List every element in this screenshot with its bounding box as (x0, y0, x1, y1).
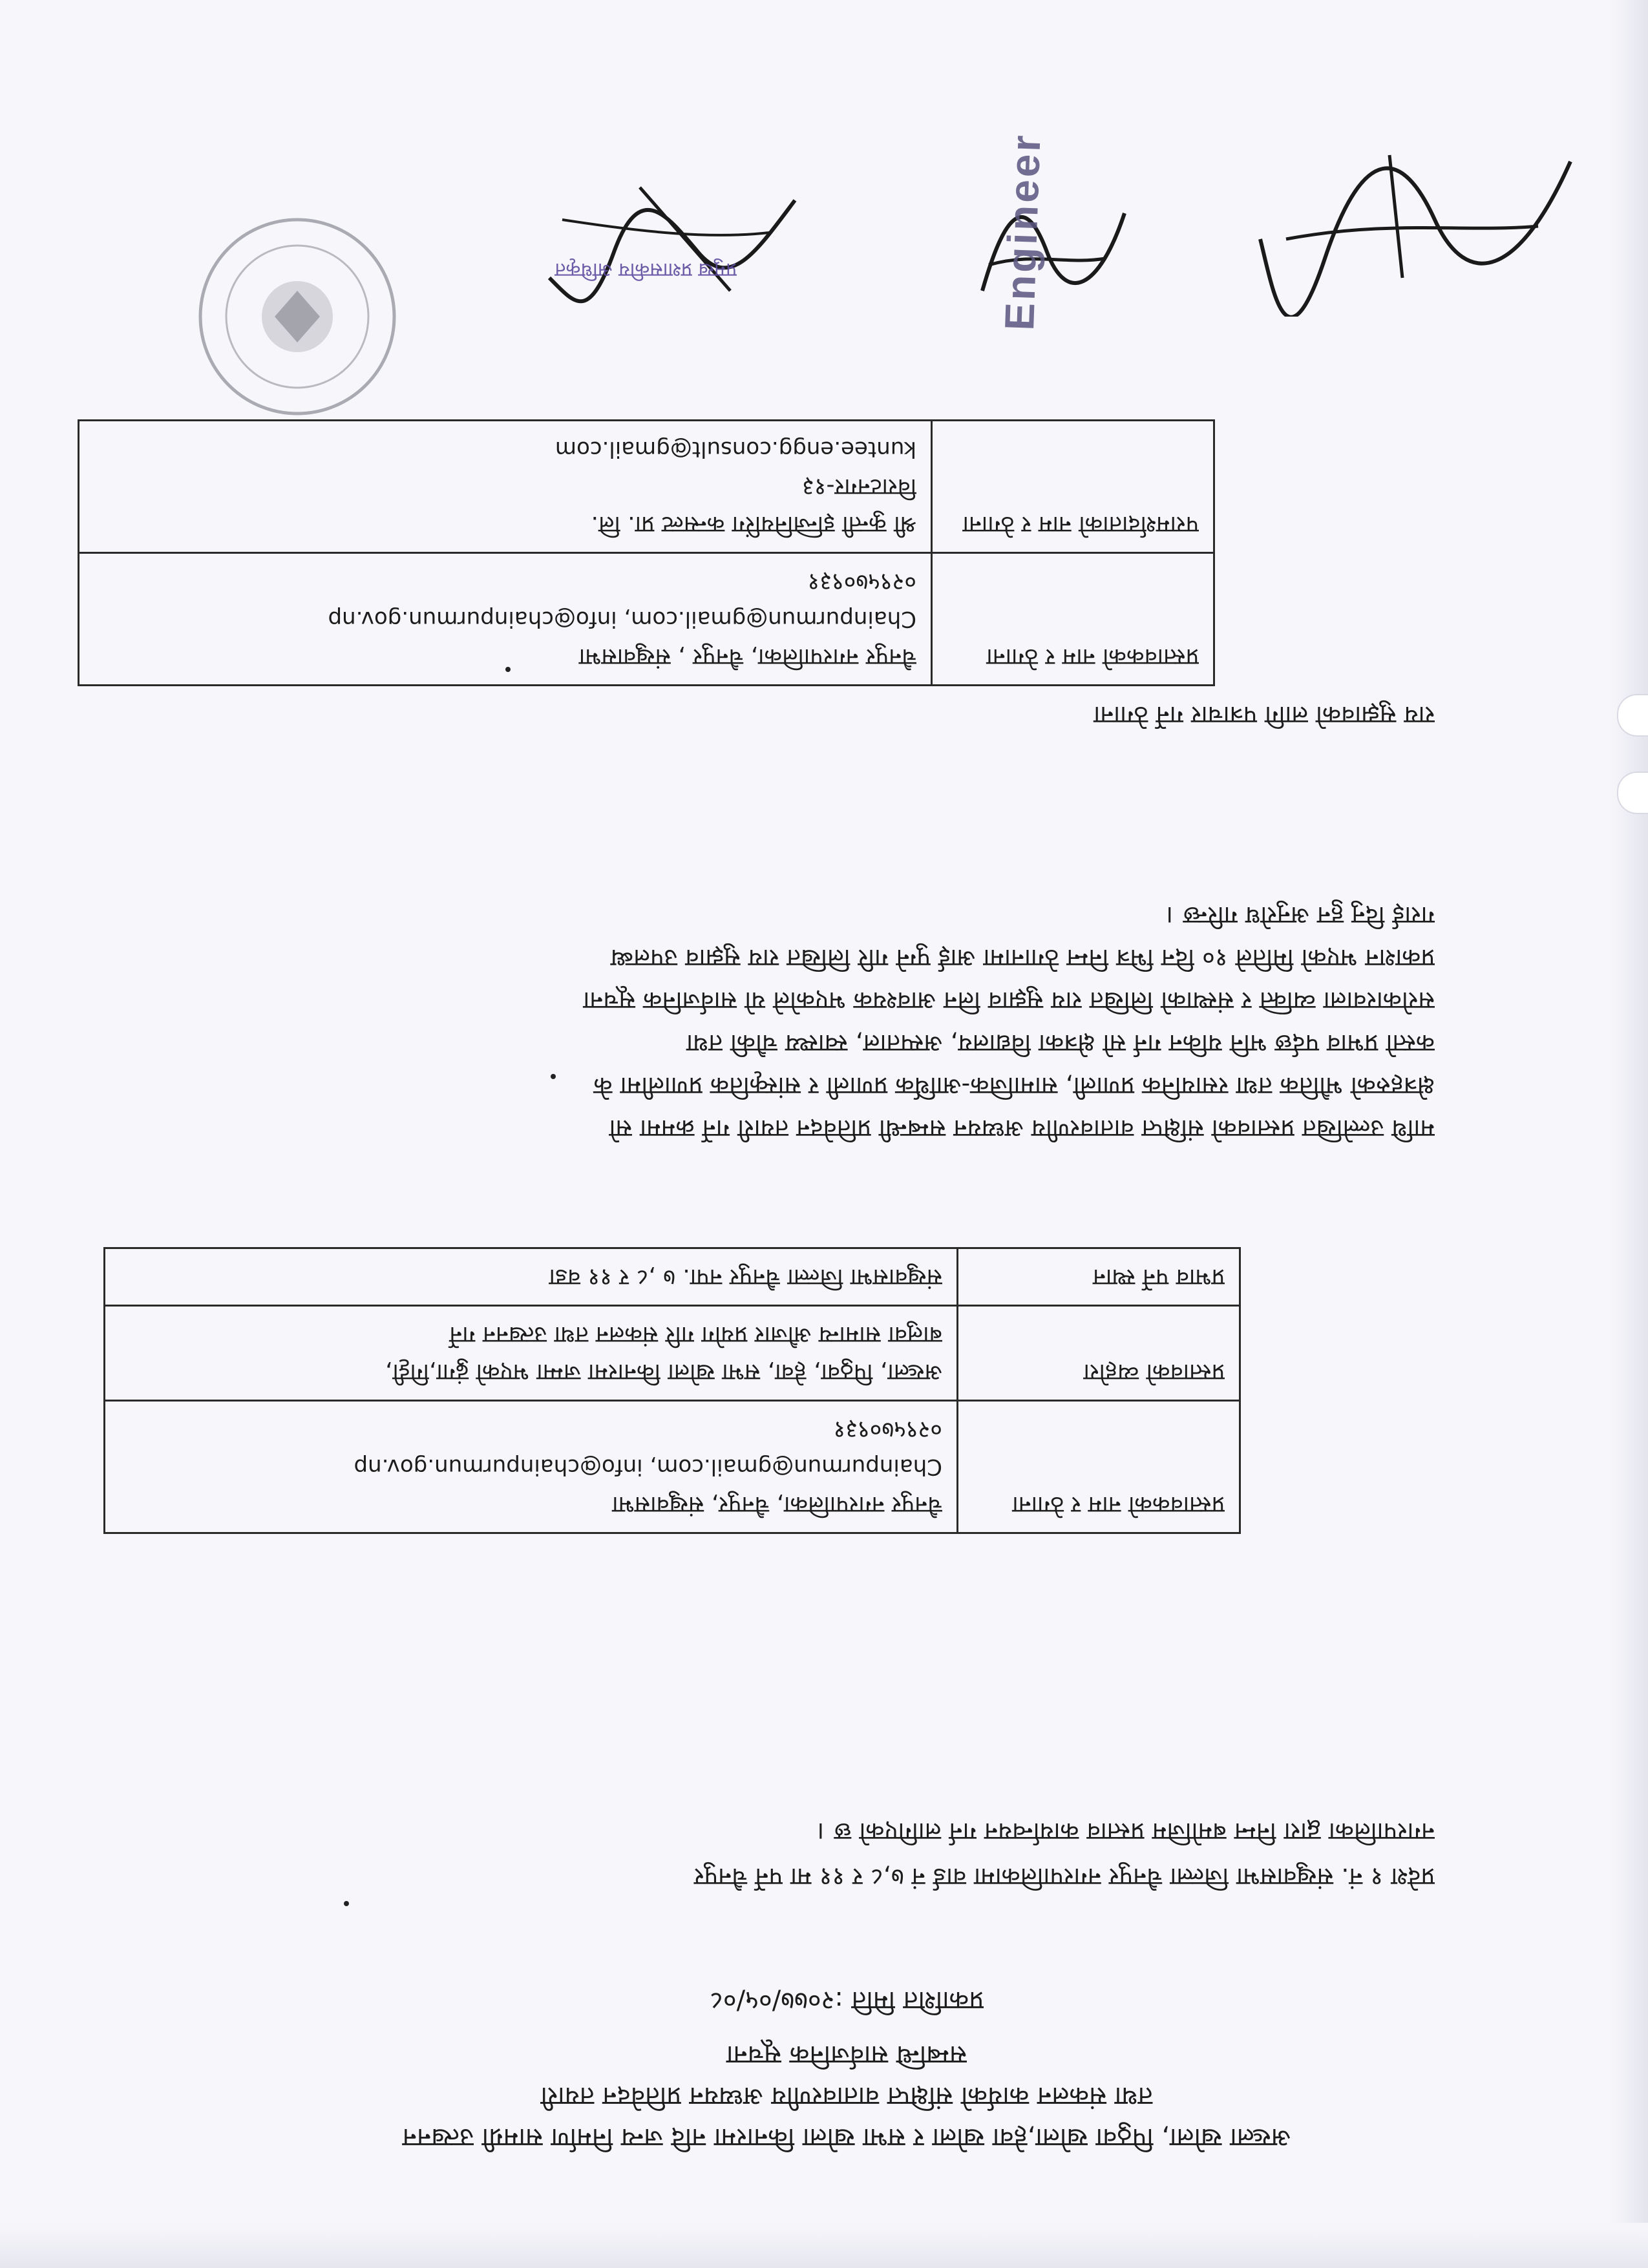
table-row (105, 1306, 1240, 1401)
signature-middle (963, 181, 1144, 330)
title-line: अख्ला खोला, पिठुवा खोला,हेवा खोला र सभा खोला किनारमा नदि जन्य निर्माण सामग्री उत्खनन (402, 2123, 1291, 2152)
value-line: बालुवा सामान्य औजार प्रयोग गरि संकलन तथा उत्खनन गर्ने (449, 1321, 942, 1348)
paragraph-line: क्षेत्रहरुको भौतिक तथा रसायनिक प्रणाली, सामाजिक-आर्थिक प्रणाली र सांस्कृतिक प्रणालीमा के (593, 1072, 1435, 1100)
proponent-value (105, 1401, 958, 1533)
proponent-label: प्रस्तावकको नाम र ठेगाना (932, 553, 1214, 686)
consultant-label: परामर्शदाताको नाम र ठेगाना (932, 421, 1214, 553)
intro-line: प्रदेश १ नं. संखुवासभा जिल्ला चैनपुर नगरपालिकामा वार्ड नं ७,८ र ११ मा पर्ने चैनपुर (693, 1863, 1435, 1891)
phone-line: ०२९५७०९३१ (807, 569, 916, 595)
address-intro: राय सुझावको लागि पत्राचार गर्ने ठेगाना (1093, 701, 1435, 730)
value-line: चैनपुर नगरपालिका, चैनपुर, संखुवासभा (612, 1491, 942, 1518)
ink-dot (344, 1901, 349, 1906)
publish-date: प्रकाशित मिति :२०७७/०५/०८ (710, 1986, 984, 2015)
email-line: Chainpurmun@gmail.com, info@chainpurmun.gov.np (354, 1454, 942, 1480)
paragraph-line: प्रकाशन भएको मितिले १० दिन भित्र निम्न ठेगानामा आई पुग्ने गरि लिखित राय सुझाव उपलब्ध (610, 944, 1435, 972)
signature-left (536, 162, 808, 330)
value-line: चैनपुर नगरपालिका, चैनपुर , संखुवासभा (578, 644, 916, 670)
paragraph-line: सरोकारवाला व्यक्ति र संस्थाको लिखित राय सुझाव लिन आवश्यक भएकोले यो सार्वजनिक सूचना (583, 987, 1435, 1015)
ink-dot (505, 667, 511, 672)
email-line: kuntee.engg.consult@gmail.com (555, 436, 916, 462)
notice-title (259, 1980, 1435, 2158)
proponent-label: प्रस्तावकको नाम र ठेगाना (958, 1401, 1240, 1533)
affected-area-label: प्रभाव पर्ने स्थान (958, 1248, 1240, 1306)
ink-dot (551, 1074, 556, 1079)
signature-right (1247, 123, 1596, 317)
phone-line: ०२९५७०९३१ (833, 1416, 942, 1443)
engineer-stamp: Engineer (995, 132, 1050, 331)
proposal-label: प्रस्तावको व्यहोरा (958, 1306, 1240, 1401)
table-row (79, 553, 1214, 686)
proponent-value (79, 553, 932, 686)
table-row (105, 1248, 1240, 1306)
page-edge-shadow-top (0, 2223, 1648, 2268)
municipality-seal (162, 194, 433, 439)
address-table (78, 419, 1215, 686)
affected-area-value (105, 1248, 958, 1306)
table-row (105, 1401, 1240, 1533)
proposal-table (103, 1247, 1241, 1534)
designation-stamp: प्रमुख प्रशासकीय अधिकृत (555, 258, 737, 281)
value-line: श्री कुन्ती इन्जिनियरिंग कन्सल्ट प्रा. लि. (591, 511, 916, 538)
page-edge-shadow (1609, 0, 1648, 2268)
paragraph-line: गराई दिनु हुन अनुरोध गरिन्छ । (1166, 901, 1435, 930)
email-line: Chainpurmun@gmail.com, info@chainpurmun.gov.np (328, 606, 916, 632)
value-line: विराटनगर-१३ (802, 474, 916, 500)
paragraph-line: माथि उल्लेखित प्रस्तावको संक्षिप्त वातावरणीय अध्ययन सम्बन्धी प्रतिवेदन तयारी गर्ने क्रममा सो (609, 1115, 1435, 1143)
table-row (79, 421, 1214, 553)
value-line: अख्ला, पिठुवा, हेवा, सभा खोला किनारमा जम्मा भएको ढुंगा,गिट्टी, (385, 1359, 942, 1385)
request-paragraph (259, 894, 1435, 1150)
intro-paragraph (259, 1809, 1435, 1900)
value-line: संखुवासभा जिल्ला चैनपुर नपा. ७ ,८ र ११ वडा (549, 1264, 942, 1290)
proposal-value (105, 1306, 958, 1401)
intro-line: नगरपालिका द्वारा निम्न बमोजिम प्रस्ताव कार्यान्वयन गर्न लागिएको छ । (817, 1818, 1435, 1846)
title-line: तथा संकलन कार्यको संक्षिप्त वातावरणीय अध्ययन प्रतिवेदन तयारी (540, 2081, 1153, 2111)
title-line: सम्बन्धि सार्वजनिक सूचना (726, 2040, 967, 2070)
consultant-value (79, 421, 932, 553)
paragraph-line: कस्तो प्रभाव पर्दछ भनि यकिन गर्न सो क्षेत्रका विद्यालय, अस्पताल, स्वास्थ्य चौकी तथा (686, 1029, 1435, 1058)
